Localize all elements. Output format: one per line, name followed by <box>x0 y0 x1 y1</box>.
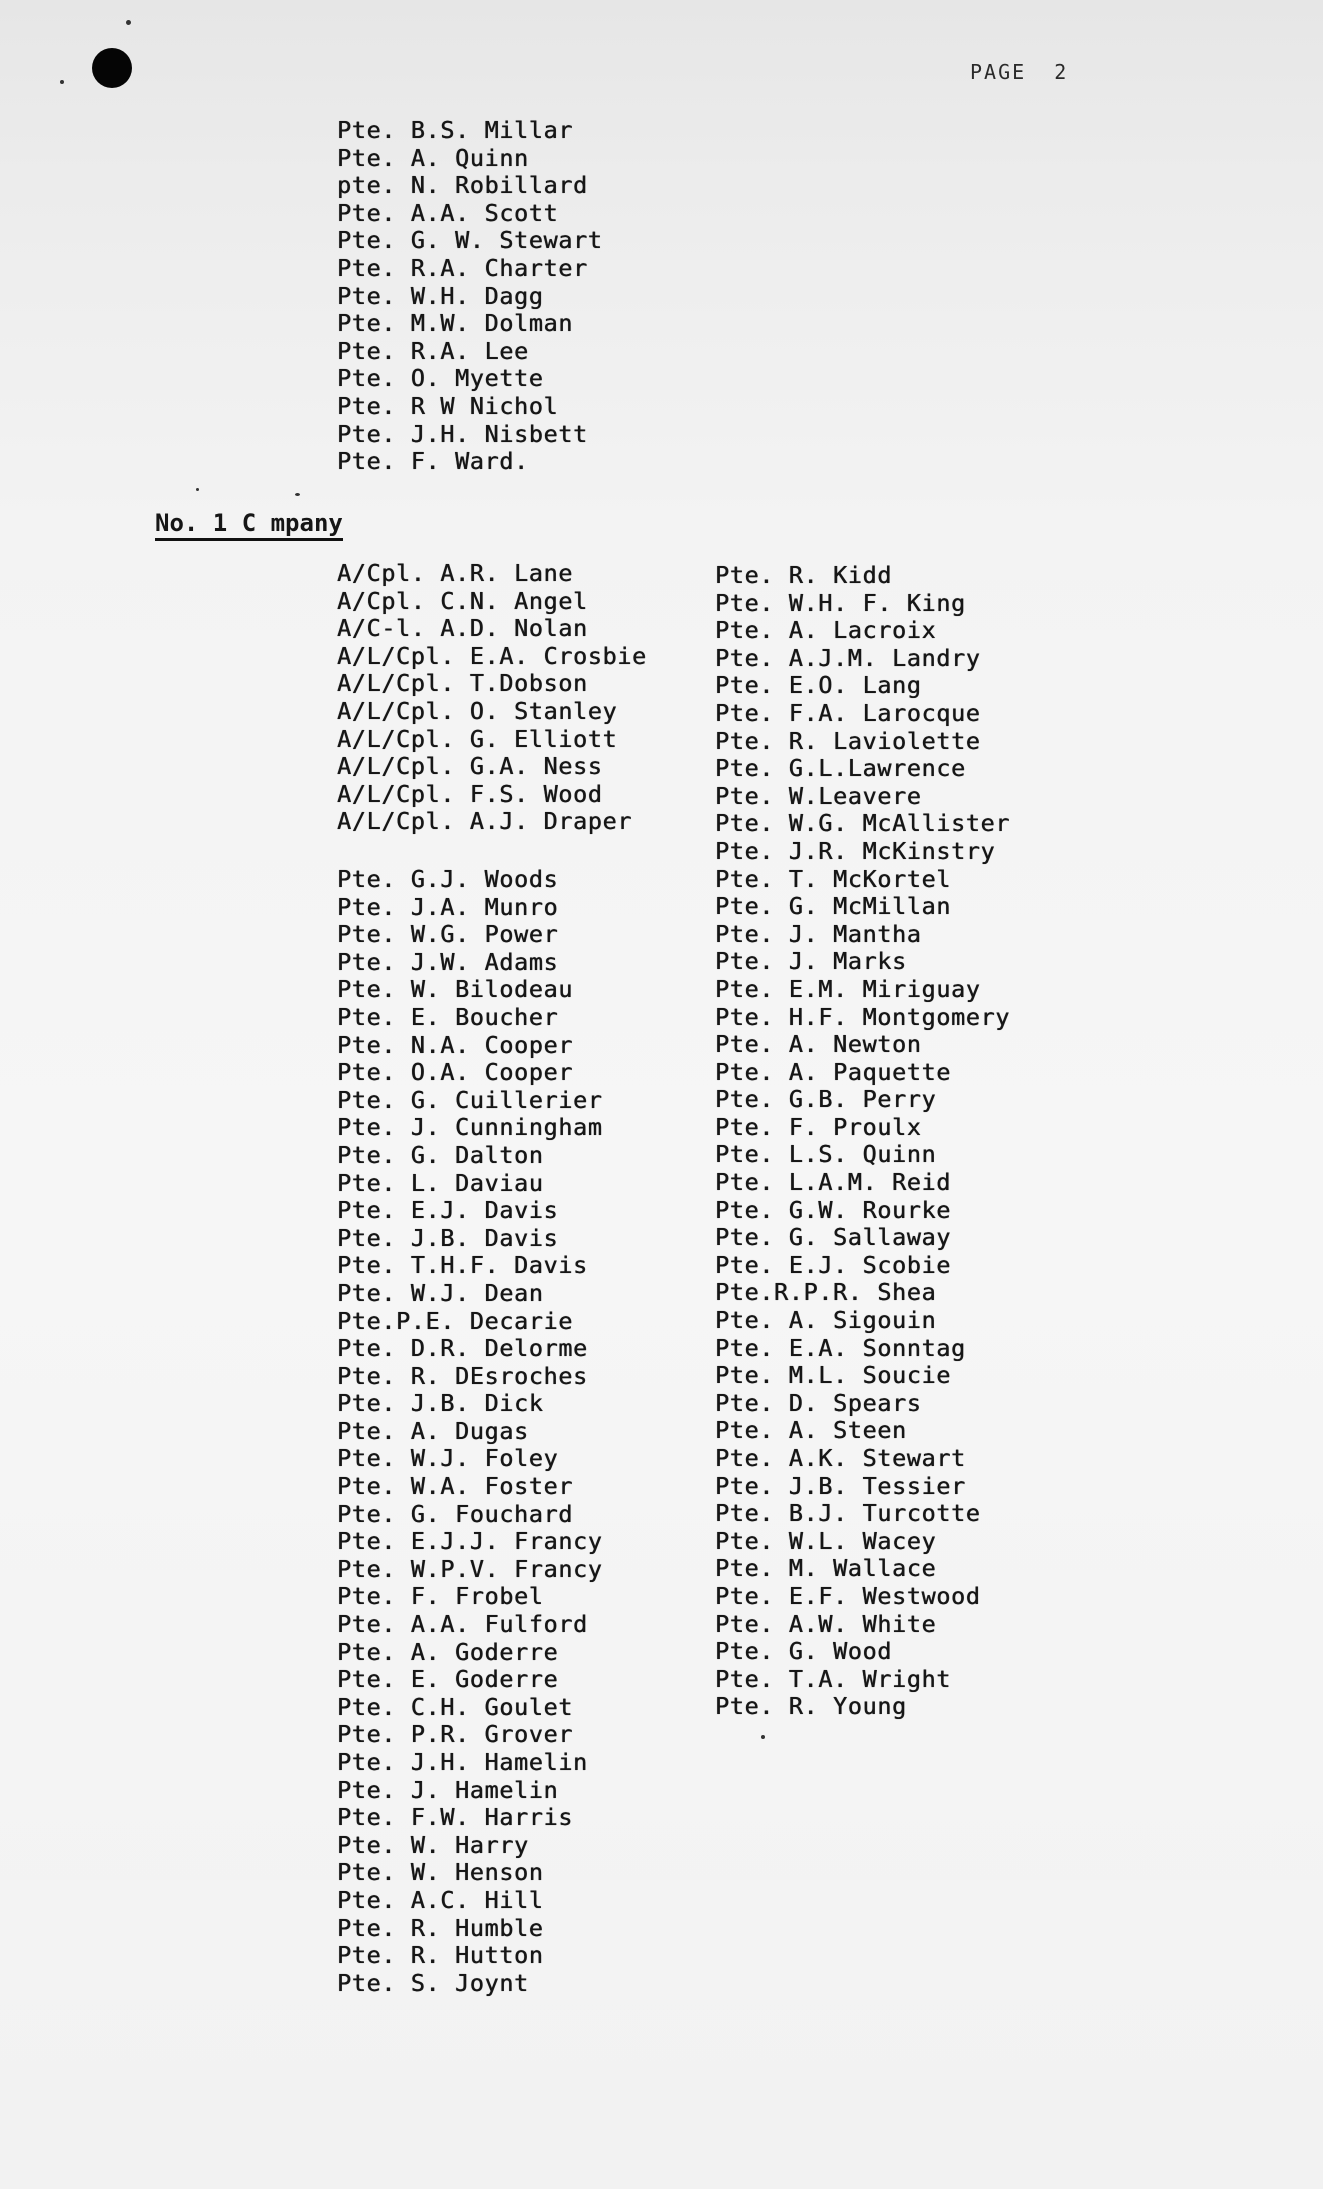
list-item: Pte. W.G. Power <box>337 920 559 949</box>
list-item: Pte. M.L. Soucie <box>715 1361 951 1390</box>
list-item: Pte. W.J. Dean <box>337 1278 544 1307</box>
list-item: Pte. E.F. Westwood <box>715 1581 981 1610</box>
list-item: Pte. F. Proulx <box>715 1112 922 1141</box>
list-item: Pte. F. Frobel <box>337 1582 544 1611</box>
list-item: A/L/Cpl. E.A. Crosbie <box>337 641 647 670</box>
list-item: Pte. A.J.M. Landry <box>715 643 981 672</box>
list-item: Pte. M. Wallace <box>715 1554 937 1583</box>
list-item: Pte. A.A. Scott <box>337 198 559 227</box>
list-item: Pte. R. Kidd <box>715 561 892 589</box>
punch-hole <box>92 48 132 88</box>
list-item: Pte. P.R. Grover <box>337 1720 573 1749</box>
right-column-privates <box>715 562 1010 1721</box>
list-item: Pte. G. Sallaway <box>715 1223 951 1252</box>
list-item: Pte. R. Young <box>715 1692 907 1721</box>
list-item: Pte. R. Humble <box>337 1913 544 1942</box>
list-item: Pte. F.W. Harris <box>337 1803 573 1832</box>
ink-speck <box>60 80 64 84</box>
list-item: Pte. E.J. Scobie <box>715 1250 951 1279</box>
list-item: Pte.P.E. Decarie <box>337 1306 573 1335</box>
list-item: Pte. A. Lacroix <box>715 616 937 645</box>
list-item: Pte. J.A. Munro <box>337 892 559 921</box>
list-item: Pte. R.A. Lee <box>337 336 529 365</box>
top-name-list <box>337 117 602 476</box>
list-item: Pte. S. Joynt <box>337 1968 529 1997</box>
list-item: Pte. W. Henson <box>337 1858 544 1887</box>
list-item: Pte. J.B. Tessier <box>715 1471 966 1500</box>
list-item: Pte. O.A. Cooper <box>337 1058 573 1087</box>
list-item: Pte. W.H. F. King <box>715 588 966 617</box>
list-item: Pte. W.H. Dagg <box>337 281 544 310</box>
company-heading: No. 1 C mpany <box>155 509 343 541</box>
list-item: Pte. A. Dugas <box>337 1416 529 1445</box>
list-item: Pte. E.M. Miriguay <box>715 974 981 1003</box>
list-item: Pte. J.B. Dick <box>337 1389 544 1418</box>
list-item: Pte. L. Daviau <box>337 1168 544 1197</box>
list-item: Pte. C.H. Goulet <box>337 1692 573 1721</box>
list-item: Pte. A. Goderre <box>337 1637 559 1666</box>
left-column-ranks <box>337 560 647 836</box>
list-item: Pte. F. Ward. <box>337 447 529 476</box>
ink-speck <box>295 493 300 496</box>
list-item: Pte. G.L.Lawrence <box>715 754 966 783</box>
list-item: Pte. J. Mantha <box>715 919 922 948</box>
list-item: Pte. J. Hamelin <box>337 1775 559 1804</box>
list-item: Pte. D.R. Delorme <box>337 1334 588 1363</box>
list-item: Pte. G. Dalton <box>337 1140 544 1169</box>
list-item: Pte. M.W. Dolman <box>337 309 573 338</box>
list-item: Pte. R W Nichol <box>337 391 559 420</box>
list-item: pte. N. Robillard <box>337 171 588 200</box>
list-item: Pte. R. Hutton <box>337 1941 544 1970</box>
list-item: Pte. G. Fouchard <box>337 1499 573 1528</box>
list-item: Pte. H.F. Montgomery <box>715 1002 1010 1031</box>
list-item: Pte. E.O. Lang <box>715 671 922 700</box>
list-item: Pte. J.W. Adams <box>337 947 559 976</box>
list-item: Pte. N.A. Cooper <box>337 1030 573 1059</box>
list-item: Pte. E.A. Sonntag <box>715 1333 966 1362</box>
list-item: A/Cpl. C.N. Angel <box>337 586 588 615</box>
list-item: Pte. D. Spears <box>715 1388 922 1417</box>
list-item: Pte. A.W. White <box>715 1609 937 1638</box>
list-item: Pte. L.S. Quinn <box>715 1140 937 1169</box>
list-item: Pte. J.B. Davis <box>337 1223 559 1252</box>
list-item: Pte. W.L. Wacey <box>715 1526 937 1555</box>
left-column-privates <box>337 866 602 1997</box>
list-item: Pte. A. Paquette <box>715 1057 951 1086</box>
list-item: Pte. A. Quinn <box>337 143 529 172</box>
list-item: A/L/Cpl. A.J. Draper <box>337 807 632 836</box>
list-item: Pte. W.J. Foley <box>337 1444 559 1473</box>
list-item: Pte. R. DEsroches <box>337 1361 588 1390</box>
list-item: Pte. B.J. Turcotte <box>715 1499 981 1528</box>
list-item: A/L/Cpl. G.A. Ness <box>337 752 603 781</box>
list-item: Pte. A. Sigouin <box>715 1306 937 1335</box>
list-item: Pte. E.J. Davis <box>337 1196 559 1225</box>
page-number: PAGE 2 <box>970 60 1069 84</box>
list-item: Pte. A. Newton <box>715 1030 922 1059</box>
list-item: A/L/Cpl. T.Dobson <box>337 669 588 698</box>
list-item: Pte. E. Boucher <box>337 1002 559 1031</box>
list-item: Pte. J.H. Nisbett <box>337 419 588 448</box>
list-item: Pte. W. Bilodeau <box>337 975 573 1004</box>
list-item: Pte. G. Wood <box>715 1637 892 1666</box>
list-item: Pte. T. McKortel <box>715 864 951 893</box>
list-item: Pte. G. W. Stewart <box>337 226 603 255</box>
list-item: Pte. F.A. Larocque <box>715 698 981 727</box>
list-item: Pte. G.W. Rourke <box>715 1195 951 1224</box>
list-item: Pte. G. McMillan <box>715 892 951 921</box>
list-item: Pte. A.K. Stewart <box>715 1444 966 1472</box>
list-item: Pte. A. Steen <box>715 1416 907 1445</box>
list-item: Pte. T.H.F. Davis <box>337 1251 588 1280</box>
list-item: Pte. A.C. Hill <box>337 1885 544 1914</box>
list-item: Pte. W.A. Foster <box>337 1472 573 1501</box>
list-item: Pte. R.A. Charter <box>337 253 588 282</box>
list-item: Pte. G.B. Perry <box>715 1085 937 1114</box>
ink-speck <box>126 20 131 25</box>
list-item: Pte. J. Marks <box>715 947 907 976</box>
list-item: Pte. T.A. Wright <box>715 1664 951 1693</box>
list-item: A/L/Cpl. F.S. Wood <box>337 779 603 808</box>
ink-speck <box>196 488 199 491</box>
list-item: A/L/Cpl. O. Stanley <box>337 696 618 725</box>
list-item: A/L/Cpl. G. Elliott <box>337 724 618 753</box>
list-item: Pte. W.P.V. Francy <box>337 1554 603 1583</box>
list-item: Pte. W. Harry <box>337 1830 529 1859</box>
list-item: Pte. E. Goderre <box>337 1665 559 1694</box>
list-item: Pte. W.Leavere <box>715 781 922 810</box>
list-item: Pte. O. Myette <box>337 364 544 393</box>
list-item: Pte. J.R. McKinstry <box>715 836 996 865</box>
list-item: Pte.R.P.R. Shea <box>715 1278 937 1307</box>
list-item: Pte. G.J. Woods <box>337 865 559 893</box>
list-item: Pte. J. Cunningham <box>337 1113 603 1142</box>
list-item: Pte. L.A.M. Reid <box>715 1168 951 1197</box>
list-item: Pte. A.A. Fulford <box>337 1610 588 1639</box>
list-item: Pte. J.H. Hamelin <box>337 1748 588 1776</box>
list-item: A/Cpl. A.R. Lane <box>337 559 573 587</box>
ink-speck <box>761 1735 765 1739</box>
list-item: Pte. B.S. Millar <box>337 116 573 144</box>
list-item: Pte. E.J.J. Francy <box>337 1527 603 1556</box>
list-item: Pte. W.G. McAllister <box>715 809 1010 838</box>
list-item: A/C-l. A.D. Nolan <box>337 614 588 643</box>
list-item: Pte. R. Laviolette <box>715 726 981 755</box>
list-item: Pte. G. Cuillerier <box>337 1085 603 1114</box>
